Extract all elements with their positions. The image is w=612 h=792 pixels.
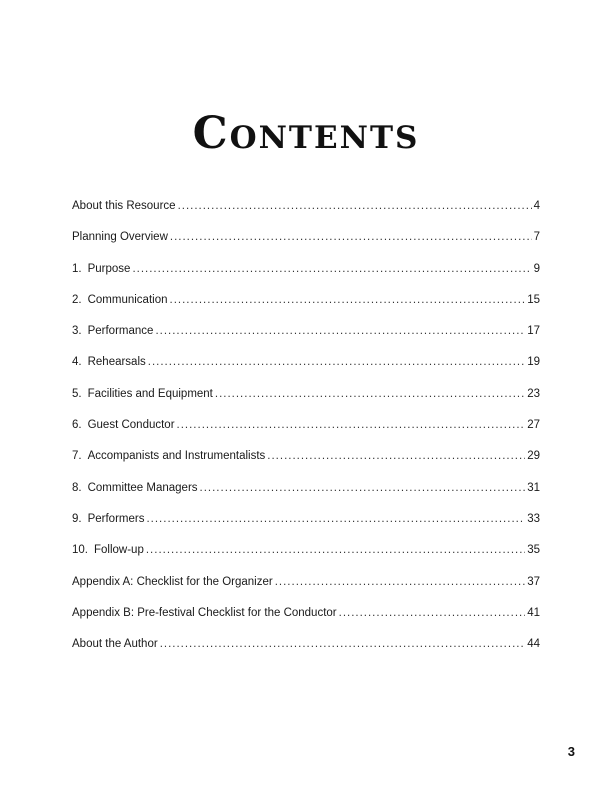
toc-entry[interactable] [72,230,540,261]
toc-entry[interactable] [72,199,540,230]
toc-entry-label: Planning Overview [72,231,168,244]
toc-entry-page: 35 [527,544,540,557]
toc-entry-page: 29 [527,450,540,463]
dot-leader [148,355,525,369]
toc-entry-page: 15 [527,293,540,306]
dot-leader [200,481,526,495]
dot-leader [146,512,525,526]
toc-entry[interactable] [72,512,540,543]
toc-entry-page: 41 [527,606,540,619]
toc-entry-page: 23 [527,387,540,400]
toc-entry-number: 4. [72,356,82,369]
dot-leader [132,262,531,276]
toc-entry-page: 44 [527,638,540,651]
dot-leader [178,199,532,213]
dot-leader [267,449,525,463]
toc-entry-label: Guest Conductor [87,419,175,432]
toc-entry[interactable] [72,262,540,293]
toc-entry[interactable] [72,575,540,606]
toc-entry-label: About the Author [72,638,158,651]
toc-entry-label: Follow-up [94,544,144,557]
toc-entry-page: 37 [527,575,540,588]
toc-entry-number: 1. [72,262,82,275]
toc-entry-number: 10. [72,544,88,557]
dot-leader [275,575,525,589]
dot-leader [177,418,526,432]
dot-leader [155,324,525,338]
toc-entry-label: Appendix A: Checklist for the Organizer [72,575,273,588]
dot-leader [215,387,525,401]
toc-entry-page: 19 [527,356,540,369]
toc-entry[interactable] [72,355,540,386]
page-title: Contents [192,108,420,159]
toc-entry[interactable] [72,418,540,449]
toc-entry-label: Performers [87,512,145,525]
toc-entry-label: About this Resource [72,200,176,212]
toc-entry-number: 7. [72,450,82,463]
dot-leader [170,293,526,307]
toc-entry-number: 2. [72,293,82,306]
toc-entry-number: 6. [72,419,82,432]
toc-entry-page: 9 [533,262,540,275]
toc-entry-number: 5. [72,387,82,400]
dot-leader [146,543,525,557]
toc-entry-label: Appendix B: Pre-festival Checklist for the Conductor [72,606,337,619]
toc-entry-number: 9. [72,512,82,525]
toc-entry-page: 33 [527,512,540,525]
dot-leader [170,230,532,244]
toc-entry[interactable] [72,324,540,355]
toc-entry[interactable] [72,387,540,418]
page-number: 3 [567,744,575,759]
toc-entry-number: 8. [72,481,82,494]
toc-entry-page: 27 [527,419,540,432]
toc-entry-label: Rehearsals [87,356,146,369]
toc-entry-page: 7 [533,231,540,244]
toc-entry-label: Facilities and Equipment [87,387,213,400]
toc-entry-label: Communication [87,293,168,306]
toc-entry[interactable] [72,449,540,480]
toc-entry[interactable] [72,637,540,668]
toc-entry[interactable] [72,293,540,324]
toc-entry-page: 17 [527,325,540,338]
toc-entry-label: Purpose [87,262,131,275]
dot-leader [339,606,526,620]
toc-entry-label: Performance [87,325,154,338]
toc-entry[interactable] [72,543,540,574]
toc-entry-label: Committee Managers [87,481,198,494]
dot-leader [160,637,526,651]
toc-entry-page: 4 [533,200,540,212]
toc-entry[interactable] [72,606,540,637]
toc-entry-label: Accompanists and Instrumentalists [87,450,266,463]
toc-entry[interactable] [72,481,540,512]
toc-entry-page: 31 [527,481,540,494]
table-of-contents [72,199,540,668]
toc-entry-number: 3. [72,325,82,338]
